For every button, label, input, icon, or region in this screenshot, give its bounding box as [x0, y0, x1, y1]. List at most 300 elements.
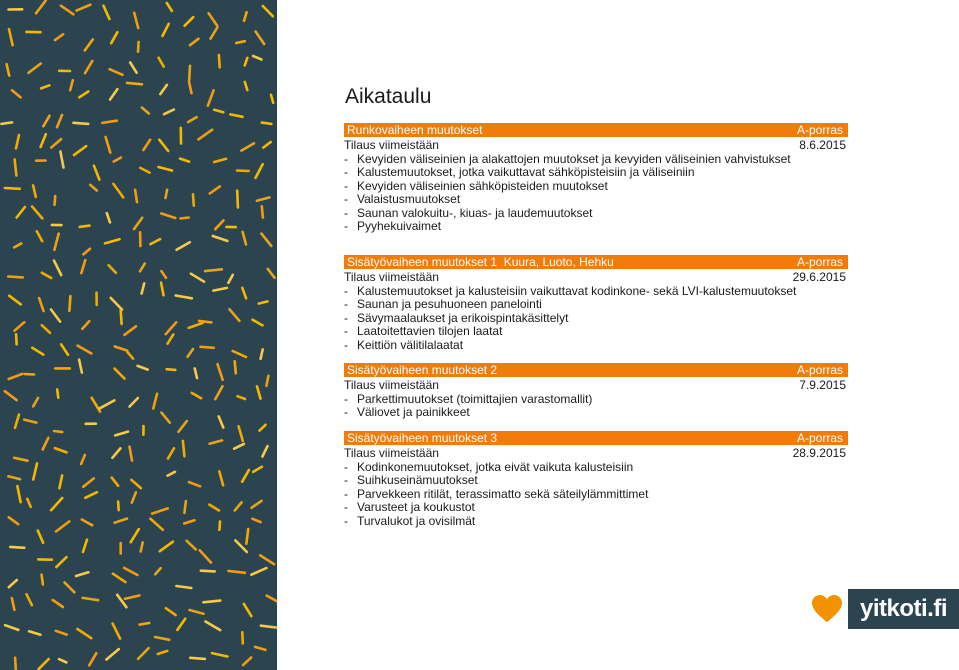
pattern-dash: [9, 296, 21, 305]
pattern-dash: [167, 369, 176, 370]
pattern-dash: [106, 649, 118, 659]
pattern-dash: [271, 95, 273, 103]
pattern-dash: [237, 171, 249, 172]
pattern-dash: [111, 32, 117, 43]
pattern-dash: [113, 574, 126, 582]
heart-icon: [812, 594, 842, 624]
section-name: Sisätyövaiheen muutokset 1 Kuura, Luoto, Hehku: [347, 255, 614, 269]
pattern-dash: [259, 301, 268, 303]
pattern-dash: [243, 658, 251, 666]
pattern-dash: [190, 658, 205, 659]
pattern-dash: [161, 214, 175, 219]
pattern-dash: [55, 34, 63, 40]
pattern-dash: [83, 249, 90, 255]
pattern-dash: [141, 542, 143, 551]
order-date: 8.6.2015: [799, 138, 846, 152]
pattern-dash: [164, 110, 174, 115]
pattern-dash: [24, 420, 36, 423]
pattern-dash: [245, 58, 248, 66]
section-sisatyo-3: [344, 431, 848, 528]
pattern-dash: [253, 467, 262, 472]
list-item: - Kalustemuutokset, jotka vaikuttavat sähköpisteisiin ja väliseiniin: [344, 166, 848, 180]
pattern-dash: [14, 458, 27, 461]
pattern-dash: [12, 90, 21, 97]
pattern-dash: [39, 298, 43, 311]
pattern-dash: [109, 265, 116, 273]
pattern-dash: [80, 226, 90, 227]
pattern-dash: [253, 56, 261, 60]
pattern-dash: [188, 117, 197, 122]
order-date: 7.9.2015: [799, 378, 846, 392]
pattern-dash: [257, 386, 261, 398]
section-stair: A-porras: [796, 431, 843, 445]
pattern-dash: [51, 310, 60, 322]
pattern-dash: [189, 323, 203, 328]
pattern-dash: [42, 273, 51, 278]
pattern-dash: [143, 140, 150, 150]
pattern-dash: [262, 123, 272, 124]
pattern-dash: [266, 376, 268, 386]
pattern-dash: [8, 277, 23, 278]
order-label: Tilaus viimeistään: [344, 446, 439, 460]
section-stair: A-porras: [796, 255, 843, 269]
pattern-dash: [177, 242, 190, 250]
pattern-dash: [251, 568, 266, 575]
pattern-dash: [127, 83, 142, 84]
pattern-dash: [8, 476, 20, 479]
pattern-dash: [168, 448, 174, 458]
pattern-dash: [61, 6, 74, 15]
pattern-dash: [134, 218, 142, 229]
pattern-dash: [256, 164, 263, 178]
change-list: [344, 461, 848, 529]
pattern-dash: [142, 108, 149, 114]
pattern-dash: [54, 261, 61, 276]
pattern-dash: [9, 517, 18, 524]
pattern-dash: [219, 416, 224, 427]
pattern-dash: [219, 522, 220, 530]
pattern-dash: [219, 471, 223, 485]
pattern-dash: [200, 550, 211, 562]
list-item: - Kodinkonemuutokset, jotka eivät vaikuta kalusteisiin: [344, 461, 848, 475]
pattern-dash: [82, 520, 93, 526]
pattern-dash: [56, 521, 69, 531]
pattern-dash: [15, 415, 19, 428]
pattern-dash: [65, 582, 75, 592]
pattern-dash: [253, 519, 261, 522]
pattern-dash: [33, 185, 36, 197]
order-deadline-row: [344, 139, 848, 153]
pattern-dash: [57, 389, 58, 397]
pattern-dash: [12, 598, 15, 610]
pattern-dash: [42, 325, 50, 333]
pattern-dash: [138, 366, 148, 370]
pattern-dash: [130, 63, 136, 73]
pattern-dash: [32, 348, 43, 355]
pattern-dash: [41, 134, 46, 147]
pattern-dash: [110, 69, 123, 75]
pattern-dash: [51, 139, 61, 147]
pattern-dash: [193, 194, 194, 205]
section-sisatyo-1: [344, 255, 848, 352]
section-name: Sisätyövaiheen muutokset 3: [347, 431, 498, 445]
section-header: [344, 431, 848, 445]
pattern-dash: [155, 637, 169, 640]
list-item: - Keittiön välitilalaatat: [344, 339, 848, 353]
pattern-dash: [69, 296, 70, 311]
pattern-dash: [261, 234, 271, 246]
pattern-dash: [76, 572, 88, 576]
pattern-dash: [152, 508, 168, 513]
pattern-dash: [92, 398, 100, 412]
order-date: 29.6.2015: [792, 270, 846, 284]
pattern-dash: [57, 115, 62, 127]
pattern-dash: [81, 260, 85, 273]
pattern-dash: [177, 619, 185, 630]
list-item: - Kevyiden väliseinien sähköpisteiden muutokset: [344, 180, 848, 194]
pattern-dash: [198, 130, 212, 140]
pattern-dash: [246, 529, 248, 544]
pattern-dash: [17, 207, 25, 218]
page-title: Aikataulu: [345, 85, 432, 108]
pattern-dash: [77, 629, 91, 638]
brand-logo: [812, 589, 959, 629]
pattern-dash: [252, 501, 262, 508]
pattern-dash: [189, 66, 190, 80]
pattern-dash: [56, 557, 66, 567]
pattern-dash: [166, 190, 168, 198]
decorative-pattern-panel: [0, 0, 277, 670]
list-item: - Turvalukot ja ovisilmät: [344, 515, 848, 529]
pattern-dash: [195, 368, 197, 378]
pattern-dash: [85, 492, 97, 498]
section-name: Runkovaiheen muutokset: [347, 123, 483, 137]
pattern-dash: [237, 191, 238, 208]
pattern-dash: [115, 347, 127, 351]
pattern-dash: [203, 601, 220, 603]
list-item: - Valaistusmuutokset: [344, 193, 848, 207]
pattern-dash: [229, 571, 245, 573]
pattern-dash: [209, 13, 218, 26]
pattern-dash: [213, 288, 227, 291]
pattern-dash: [153, 394, 157, 409]
pattern-dash: [218, 364, 223, 380]
pattern-dash: [39, 659, 49, 669]
pattern-dash: [130, 398, 138, 407]
pattern-dash: [54, 234, 58, 250]
pattern-dash: [33, 398, 38, 406]
pattern-dash: [70, 80, 73, 90]
pattern-dash: [189, 482, 200, 486]
pattern-dash: [228, 275, 232, 283]
logo-text: yitkoti.fi: [860, 595, 948, 622]
pattern-dash: [105, 239, 120, 243]
pattern-dash: [81, 455, 85, 464]
pattern-dash: [213, 236, 228, 241]
pattern-dash: [210, 440, 223, 443]
dash-pattern: [0, 0, 277, 670]
pattern-dash: [5, 188, 20, 189]
pattern-dash: [53, 600, 63, 607]
pattern-dash: [29, 631, 40, 634]
pattern-dash: [244, 12, 247, 21]
pattern-dash: [235, 502, 242, 510]
pattern-dash: [9, 29, 13, 45]
pattern-dash: [10, 547, 24, 548]
pattern-dash: [85, 40, 93, 51]
section-stair: A-porras: [796, 363, 843, 377]
pattern-dash: [32, 207, 42, 219]
order-deadline-row: [344, 271, 848, 285]
pattern-dash: [107, 213, 110, 222]
pattern-dash: [180, 159, 189, 162]
order-label: Tilaus viimeistään: [344, 138, 439, 152]
pattern-dash: [59, 659, 66, 662]
section-runkovaihe: [344, 123, 848, 234]
pattern-dash: [262, 446, 267, 456]
pattern-dash: [43, 438, 49, 450]
pattern-dash: [151, 239, 161, 244]
change-list: [344, 153, 848, 234]
order-label: Tilaus viimeistään: [344, 378, 439, 392]
pattern-dash: [17, 486, 20, 502]
pattern-dash: [138, 648, 149, 659]
pattern-dash: [244, 604, 251, 616]
pattern-dash: [253, 320, 263, 326]
pattern-dash: [242, 632, 243, 643]
pattern-dash: [115, 369, 125, 379]
pattern-dash: [219, 55, 220, 67]
pattern-dash: [61, 344, 68, 354]
list-item: - Saunan valokuitu-, kiuas- ja laudemuutokset: [344, 207, 848, 221]
pattern-dash: [208, 90, 214, 105]
pattern-dash: [77, 5, 91, 11]
section-header: [344, 255, 848, 269]
logo-wordmark-box: [848, 589, 959, 629]
pattern-dash: [205, 269, 222, 271]
pattern-dash: [239, 426, 243, 441]
pattern-dash: [131, 529, 139, 542]
pattern-dash: [90, 185, 97, 191]
pattern-dash: [210, 186, 220, 193]
list-item: - Laatoitettavien tilojen laatat: [344, 325, 848, 339]
pattern-dash: [190, 610, 204, 614]
pattern-dash: [85, 61, 92, 73]
pattern-dash: [55, 448, 67, 452]
pattern-dash: [94, 166, 100, 180]
pattern-dash: [257, 197, 270, 200]
pattern-dash: [243, 232, 246, 245]
order-deadline-row: [344, 379, 848, 393]
pattern-dash: [242, 288, 246, 298]
pattern-dash: [167, 3, 172, 11]
pattern-dash: [124, 568, 137, 575]
pattern-dash: [60, 152, 63, 168]
pattern-dash: [215, 386, 222, 399]
pattern-dash: [5, 391, 17, 400]
pattern-dash: [236, 41, 245, 43]
pattern-dash: [15, 658, 16, 670]
pattern-dash: [113, 184, 123, 198]
pattern-dash: [158, 651, 168, 654]
list-item: - Väliovet ja painikkeet: [344, 406, 848, 420]
pattern-dash: [125, 596, 139, 599]
pattern-dash: [161, 283, 163, 296]
pattern-dash: [38, 531, 43, 543]
pattern-dash: [255, 647, 265, 650]
pattern-dash: [140, 264, 145, 272]
pattern-dash: [215, 220, 223, 229]
pattern-dash: [187, 541, 196, 550]
pattern-dash: [185, 17, 194, 26]
pattern-dash: [33, 463, 37, 479]
pattern-dash: [102, 121, 116, 123]
pattern-dash: [110, 89, 117, 99]
pattern-dash: [82, 321, 89, 329]
order-date: 28.9.2015: [792, 446, 846, 460]
section-header: [344, 363, 848, 377]
pattern-dash: [74, 146, 86, 155]
pattern-dash: [159, 167, 173, 171]
pattern-dash: [112, 448, 120, 457]
pattern-dash: [100, 400, 115, 408]
pattern-dash: [214, 110, 223, 113]
list-item: - Varusteet ja koukustot: [344, 501, 848, 515]
pattern-dash: [209, 505, 219, 511]
pattern-dash: [16, 334, 17, 344]
pattern-dash: [150, 519, 162, 530]
section-header: [344, 123, 848, 137]
section-sisatyo-2: [344, 363, 848, 420]
pattern-dash: [83, 540, 87, 552]
pattern-dash: [2, 122, 13, 124]
pattern-dash: [262, 206, 263, 217]
pattern-dash: [261, 349, 263, 358]
pattern-dash: [83, 598, 99, 600]
pattern-dash: [241, 143, 254, 150]
pattern-dash: [230, 114, 242, 116]
pattern-dash: [261, 626, 276, 628]
pattern-dash: [176, 586, 191, 588]
pattern-dash: [74, 123, 89, 124]
pattern-dash: [235, 540, 247, 552]
pattern-dash: [214, 159, 226, 162]
list-item: - Suihkuseinämuutokset: [344, 474, 848, 488]
pattern-dash: [260, 555, 274, 564]
pattern-dash: [181, 218, 189, 219]
pattern-dash: [191, 274, 204, 282]
pattern-dash: [78, 346, 92, 354]
pattern-dash: [159, 140, 168, 151]
pattern-dash: [140, 168, 149, 173]
pattern-dash: [161, 271, 166, 278]
pattern-dash: [168, 472, 175, 476]
pattern-dash: [245, 82, 248, 90]
pattern-dash: [89, 653, 96, 665]
pattern-dash: [268, 269, 275, 278]
pattern-dash: [166, 322, 177, 334]
pattern-dash: [27, 594, 32, 605]
list-item: - Sävymaalaukset ja erikoispintakäsittelyt: [344, 312, 848, 326]
pattern-dash: [112, 478, 118, 486]
pattern-dash: [142, 283, 145, 293]
pattern-dash: [41, 85, 49, 88]
pattern-dash: [235, 361, 236, 373]
pattern-dash: [163, 24, 169, 36]
pattern-dash: [83, 478, 94, 486]
pattern-dash: [237, 396, 245, 399]
pattern-dash: [201, 347, 214, 348]
pattern-dash: [79, 92, 88, 98]
pattern-dash: [183, 441, 185, 456]
pattern-dash: [128, 352, 134, 359]
pattern-dash: [211, 28, 218, 39]
pattern-dash: [190, 39, 198, 45]
pattern-dash: [206, 622, 221, 631]
change-list: [344, 285, 848, 353]
pattern-dash: [135, 190, 137, 202]
pattern-dash: [115, 432, 128, 436]
pattern-dash: [117, 595, 126, 607]
pattern-dash: [59, 476, 62, 489]
pattern-dash: [199, 321, 211, 323]
pattern-dash: [176, 296, 192, 299]
pattern-dash: [256, 32, 265, 45]
list-item: - Saunan ja pesuhuoneen panelointi: [344, 298, 848, 312]
pattern-dash: [234, 444, 244, 449]
pattern-dash: [118, 502, 119, 511]
pattern-dash: [114, 158, 121, 162]
pattern-dash: [188, 349, 193, 357]
pattern-dash: [161, 413, 169, 423]
pattern-dash: [189, 82, 192, 94]
pattern-dash: [7, 64, 10, 75]
pattern-dash: [267, 596, 277, 602]
pattern-dash: [260, 425, 266, 431]
list-item: - Pyyhekuivaimet: [344, 220, 848, 234]
section-stair: A-porras: [796, 123, 843, 137]
pattern-dash: [179, 421, 187, 432]
pattern-dash: [14, 244, 21, 248]
pattern-dash: [160, 85, 167, 94]
pattern-dash: [140, 623, 150, 625]
pattern-dash: [51, 498, 62, 510]
list-item: - Kevyiden väliseinien ja alakattojen muutokset ja kevyiden väliseinien vahvistukset: [344, 153, 848, 167]
pattern-dash: [124, 326, 135, 335]
list-item: - Parkettimuutokset (toimittajien varastomallit): [344, 393, 848, 407]
pattern-dash: [42, 575, 43, 585]
pattern-dash: [184, 520, 194, 523]
order-deadline-row: [344, 447, 848, 461]
pattern-dash: [36, 1, 46, 14]
pattern-dash: [113, 624, 121, 639]
pattern-dash: [55, 196, 56, 205]
pattern-dash: [43, 116, 49, 127]
pattern-dash: [159, 58, 164, 67]
pattern-dash: [263, 6, 273, 16]
pattern-dash: [212, 653, 227, 656]
pattern-dash: [242, 470, 249, 482]
pattern-dash: [111, 298, 122, 310]
pattern-dash: [155, 568, 161, 574]
pattern-dash: [16, 135, 19, 148]
pattern-dash: [184, 501, 186, 513]
pattern-dash: [230, 309, 240, 321]
list-item: - Parvekkeen ritilät, terassimatto sekä säteilylämmittimet: [344, 488, 848, 502]
pattern-dash: [79, 360, 82, 373]
pattern-dash: [166, 608, 176, 615]
pattern-dash: [130, 447, 133, 461]
